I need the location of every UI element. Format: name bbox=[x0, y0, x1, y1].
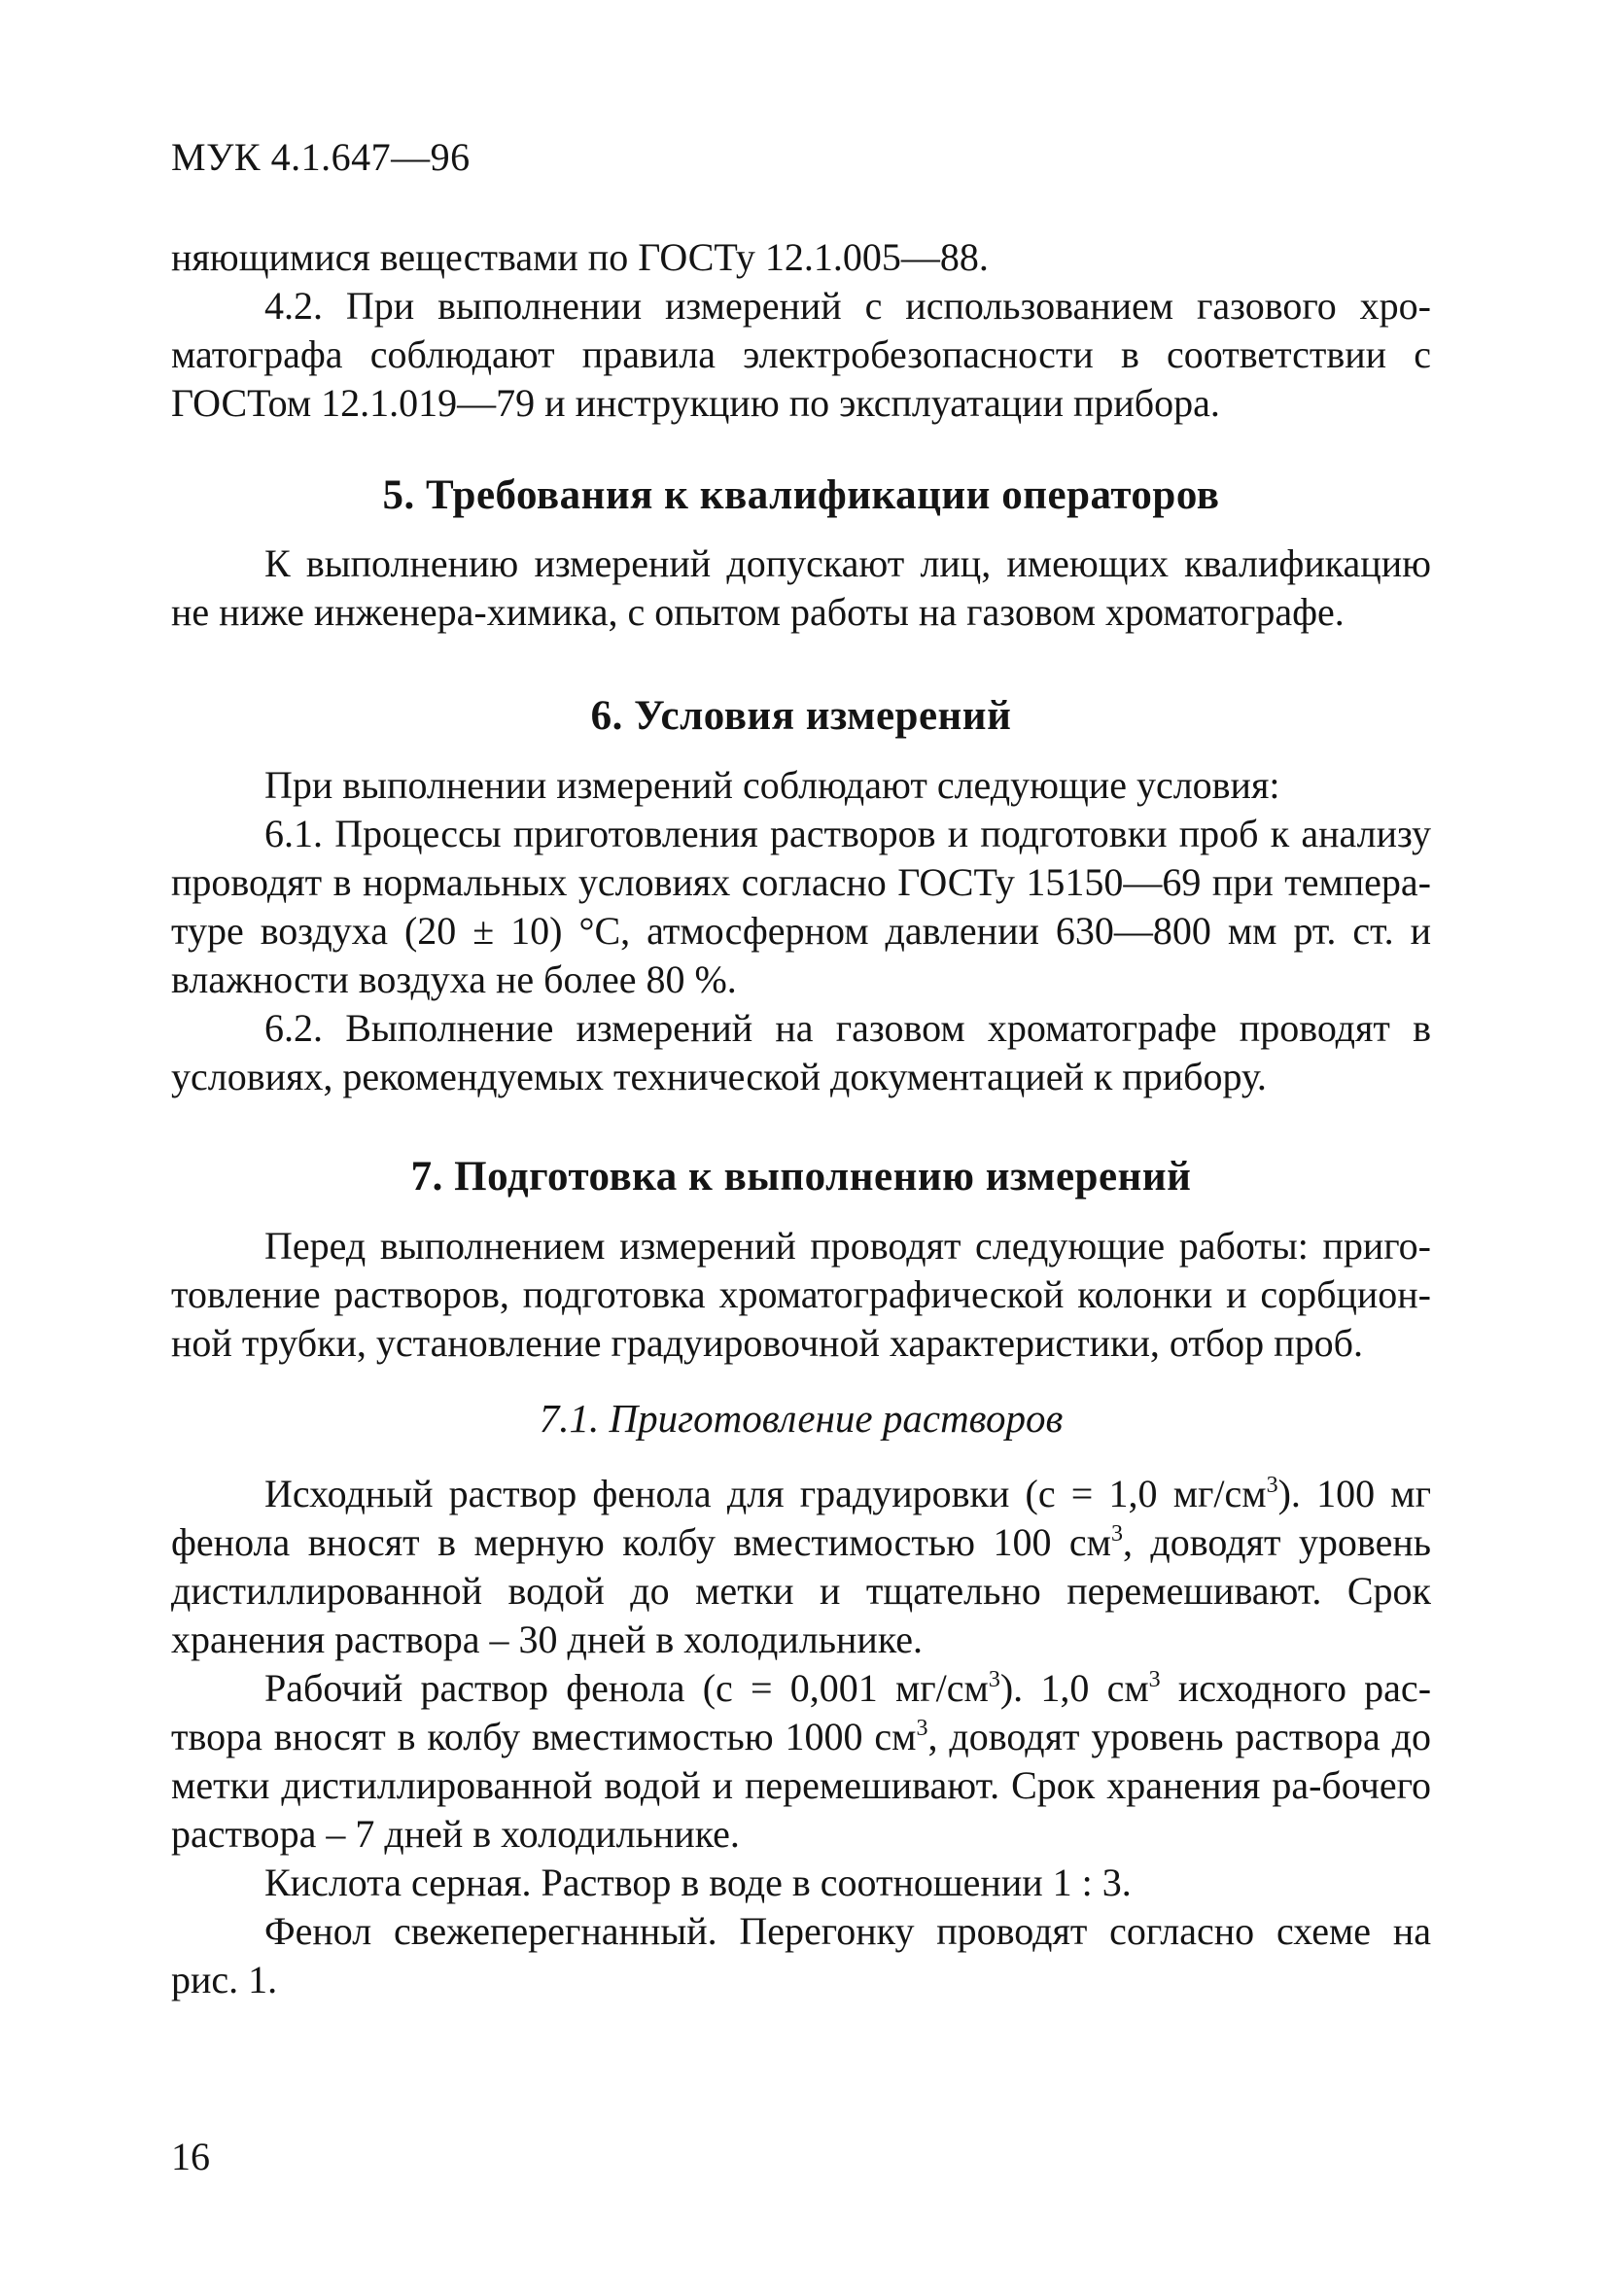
section-5-body bbox=[171, 539, 1431, 637]
text-fragment: исходного рас- bbox=[1160, 1666, 1432, 1710]
text-fragment: ной трубки, установление градуировочной характеристики, отбор проб. bbox=[171, 1321, 1363, 1365]
section-6-body bbox=[171, 761, 1431, 1101]
text-fragment: товление растворов, подготовка хроматографической колонки и сорбцион- bbox=[171, 1272, 1431, 1316]
superscript: 3 bbox=[1148, 1667, 1161, 1692]
text-fragment: 4.2. При выполнении измерений с использованием газового хро- bbox=[264, 284, 1431, 328]
paragraph-phenol bbox=[171, 1907, 1431, 2004]
page-number: 16 bbox=[171, 2135, 210, 2178]
paragraph-5-1 bbox=[171, 539, 1431, 637]
subsection-7-1-heading: 7.1. Приготовление растворов bbox=[539, 1396, 1064, 1441]
text-fragment: бочего раствора – 7 дней в холодильнике. bbox=[171, 1763, 1431, 1856]
continuation-block bbox=[171, 233, 1431, 428]
text-fragment: , доводят уровень дистиллированной водой до метки и тщательно перемешивают. Срок хранения раствора – 30 дней в холодильнике. bbox=[171, 1520, 1431, 1661]
text-fragment: Кислота серная. Раствор в воде в соотношении 1 : 3. bbox=[264, 1861, 1132, 1904]
superscript: 3 bbox=[1266, 1473, 1278, 1498]
text-fragment: няющимися веществами по ГОСТу 12.1.005—88. bbox=[171, 235, 989, 279]
paragraph-7-intro bbox=[171, 1222, 1431, 1368]
section-7-1-body bbox=[171, 1470, 1431, 2004]
paragraph-6-2 bbox=[171, 1004, 1431, 1101]
paragraph-stock-solution bbox=[171, 1470, 1431, 1664]
paragraph-4-2 bbox=[171, 282, 1431, 428]
text-fragment: Фенол свежеперегнанный. Перегонку проводят согласно схеме на рис. 1. bbox=[171, 1909, 1431, 2001]
superscript: 3 bbox=[1110, 1521, 1123, 1547]
text-fragment: При выполнении измерений соблюдают следующие условия: bbox=[264, 763, 1280, 807]
text-fragment: ). 1,0 см bbox=[999, 1666, 1149, 1710]
text-fragment: 6.2. Выполнение измерений на газовом хроматографе проводят в условиях, рекомендуемых технической документацией к прибору. bbox=[171, 1006, 1431, 1098]
running-head: МУК 4.1.647—96 bbox=[171, 135, 471, 179]
section-6-heading: 6. Условия измерений bbox=[590, 693, 1012, 739]
paragraph-6-1 bbox=[171, 810, 1431, 1004]
text-fragment: матографа соблюдают правила электробезопасности в соответствии с ГОСТом 12.1.019—79 и инструкцию по эксплуатации прибора. bbox=[171, 332, 1431, 425]
paragraph-6-intro bbox=[171, 761, 1431, 810]
text-fragment: твора вносят в колбу вместимостью 1000 см bbox=[171, 1715, 917, 1758]
text-fragment: ). 100 мг фенола вносят в мерную колбу вместимостью 100 см bbox=[171, 1472, 1431, 1564]
text-fragment: К выполнению измерений допускают лиц, имеющих квалификацию не ниже инженера-химика, с опытом работы на газовом хроматографе. bbox=[171, 541, 1431, 634]
text-fragment: Рабочий раствор фенола (с = 0,001 мг/см bbox=[264, 1666, 989, 1710]
superscript: 3 bbox=[916, 1716, 928, 1741]
text-fragment: , доводят уровень раствора до метки дистиллированной водой и перемешивают. Срок хранения ра- bbox=[171, 1715, 1431, 1807]
paragraph-working-solution bbox=[171, 1664, 1431, 1859]
section-7-heading: 7. Подготовка к выполнению измерений bbox=[410, 1154, 1192, 1200]
text-fragment: Перед выполнением измерений проводят следующие работы: приго- bbox=[264, 1224, 1431, 1268]
section-5-heading: 5. Требования к квалификации операторов bbox=[382, 472, 1220, 518]
text-fragment: туре воздуха (20 ± 10) °С, атмосферном давлении 630—800 мм рт. ст. и влажности воздуха не более 80 %. bbox=[171, 909, 1431, 1001]
continuation-paragraph bbox=[171, 233, 1431, 282]
paragraph-sulfuric-acid bbox=[171, 1859, 1431, 1907]
text-fragment: 6.1. Процессы приготовления растворов и подготовки проб к анализу проводят в нормальных условиях согласно ГОСТу 15150—69 при темпера- bbox=[171, 812, 1431, 904]
superscript: 3 bbox=[988, 1667, 1000, 1692]
text-fragment: Исходный раствор фенола для градуировки (с = 1,0 мг/см bbox=[264, 1472, 1267, 1515]
section-7-intro bbox=[171, 1222, 1431, 1368]
